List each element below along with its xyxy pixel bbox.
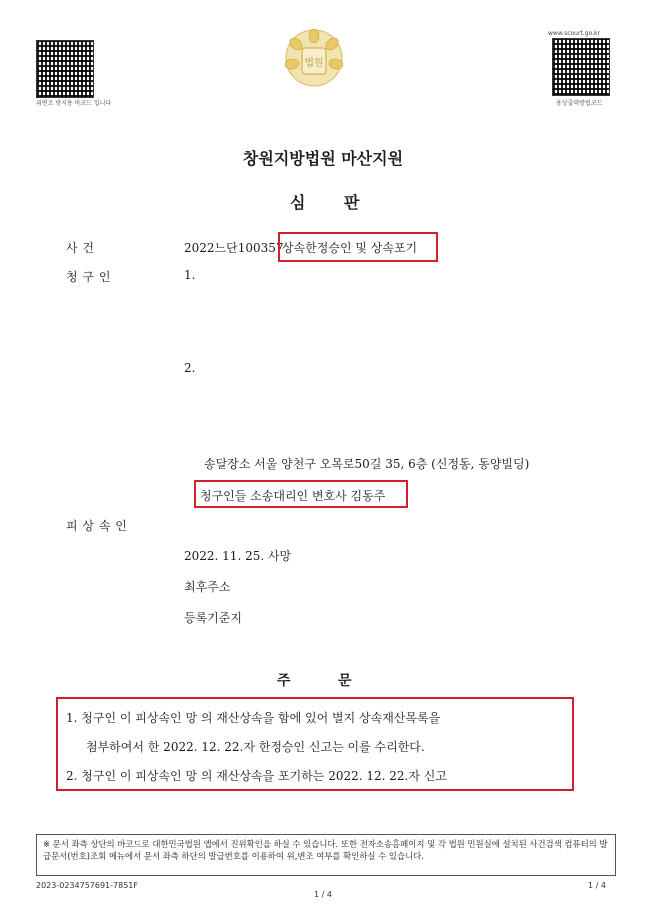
issue-number: 2023-0234757691-7851F	[36, 881, 138, 890]
verification-barcode-right	[552, 38, 610, 96]
doc-type-char-2: 판	[344, 193, 360, 212]
barcode-left-caption: 위변조 방지용 바코드 입니다	[36, 100, 112, 107]
case-number: 2022느단100357	[184, 241, 284, 255]
ruling-line-2: 첨부하여서 한 2022. 12. 22.자 한정승인 신고는 이를 수리한다.	[86, 740, 425, 754]
decedent-registry: 등록기준지	[184, 611, 242, 625]
page-number-center: 1 / 4	[314, 890, 332, 899]
seal-text: 법원	[304, 58, 324, 69]
ruling-heading-char-2: 문	[338, 673, 352, 689]
claimant-item-1: 1.	[184, 268, 196, 282]
ruling-heading-char-1: 주	[277, 673, 291, 689]
highlight-attorney	[194, 480, 408, 508]
ruling-line-1: 1. 청구인 이 피상속인 망 의 재산상속을 함에 있어 별지 상속재산목록을	[66, 711, 441, 725]
barcode-right-url: www.scourt.go.kr	[548, 30, 600, 37]
doc-type-char-1: 심	[290, 193, 306, 212]
decedent-label: 피 상 속 인	[66, 519, 128, 533]
case-label: 사 건	[66, 241, 95, 255]
highlight-case-title	[278, 232, 438, 262]
page-number-right: 1 / 4	[588, 881, 606, 890]
claimant-label: 청 구 인	[66, 270, 111, 284]
decedent-last-address: 최후주소	[184, 580, 231, 594]
case-title: 상속한정승인 및 상속포기	[282, 241, 418, 255]
claimant-item-2: 2.	[184, 361, 196, 375]
court-seal-icon	[282, 28, 346, 88]
verification-notice: ※ 문서 좌측 상단의 바코드로 대한민국법원 앱에서 진위확인을 하실 수 있습니다. 또한 전자소송홈페이지 및 각 법원 민원실에 설치된 사건검색 컴퓨터의 발급문서(번호)조회 메뉴에서 문서 좌측 하단의 발급번호를 이용하여 위,변조 여부를 확인하실 수 있습니다.	[36, 834, 616, 876]
attorney: 청구인들 소송대리인 변호사 김동주	[200, 489, 386, 503]
decedent-death: 2022. 11. 25. 사망	[184, 549, 292, 563]
barcode-right-caption: 용상출력방법코드	[556, 100, 603, 107]
service-address: 송달장소 서울 양천구 오목로50길 35, 6층 (신정동, 동양빌딩)	[204, 457, 530, 471]
court-name: 창원지방법원 마산지원	[242, 149, 404, 168]
verification-barcode-left	[36, 40, 94, 98]
ruling-line-3: 2. 청구인 이 피상속인 망 의 재산상속을 포기하는 2022. 12. 22.자 신고	[66, 769, 447, 783]
